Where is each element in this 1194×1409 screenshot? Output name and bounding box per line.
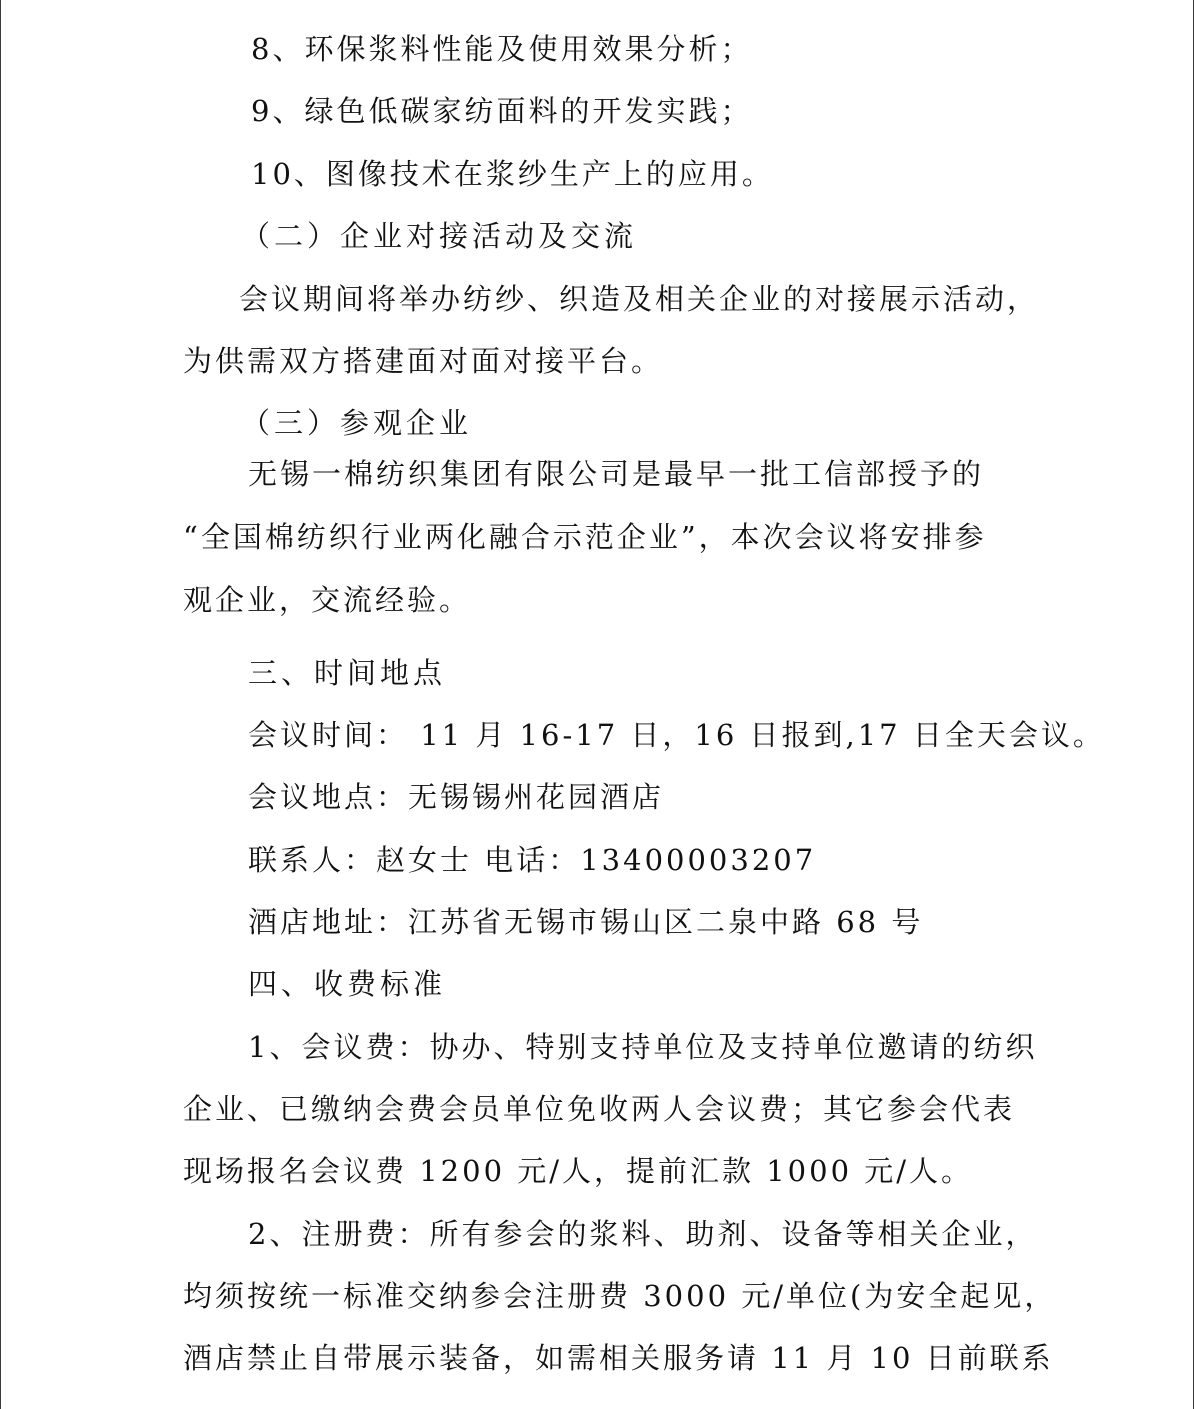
paragraph-line: 2、注册费：所有参会的浆料、助剂、设备等相关企业， xyxy=(248,1217,1038,1251)
subheading-company-visit: （三）参观企业 xyxy=(241,406,473,440)
meeting-time: 会议时间： 11 月 16-17 日，16 日报到,17 日全天会议。 xyxy=(248,718,1105,752)
paragraph-line: 会议期间将举办纺纱、织造及相关企业的对接展示活动， xyxy=(239,282,1040,316)
paragraph-line: 为供需双方搭建面对面对接平台。 xyxy=(183,344,664,378)
paragraph-line: 企业、已缴纳会费会员单位免收两人会议费；其它参会代表 xyxy=(183,1092,1016,1126)
section-heading-fees: 四、收费标准 xyxy=(248,967,447,1001)
list-item-8: 8、环保浆料性能及使用效果分析； xyxy=(251,32,753,66)
paragraph-line: 1、会议费：协办、特别支持单位及支持单位邀请的纺织 xyxy=(248,1030,1038,1064)
subheading-business-matching: （二）企业对接活动及交流 xyxy=(241,219,638,253)
paragraph-line: 观企业，交流经验。 xyxy=(183,583,472,617)
list-item-10: 10、图像技术在浆纱生产上的应用。 xyxy=(251,157,774,191)
paragraph-line: 酒店禁止自带展示装备，如需相关服务请 11 月 10 日前联系 xyxy=(183,1341,1054,1375)
list-item-9: 9、绿色低碳家纺面料的开发实践； xyxy=(251,94,753,128)
meeting-venue: 会议地点：无锡锡州花园酒店 xyxy=(248,780,665,814)
section-heading-time-place: 三、时间地点 xyxy=(248,656,447,690)
paragraph-line: 现场报名会议费 1200 元/人，提前汇款 1000 元/人。 xyxy=(183,1154,974,1188)
paragraph-line: “全国棉纺织行业两化融合示范企业”，本次会议将安排参 xyxy=(183,520,987,554)
paragraph-line: 无锡一棉纺织集团有限公司是最早一批工信部授予的 xyxy=(248,457,985,491)
contact-info: 联系人：赵女士 电话：13400003207 xyxy=(248,843,817,877)
paragraph-line: 均须按统一标准交纳参会注册费 3000 元/单位(为安全起见， xyxy=(183,1279,1057,1313)
hotel-address: 酒店地址：江苏省无锡市锡山区二泉中路 68 号 xyxy=(248,905,924,939)
